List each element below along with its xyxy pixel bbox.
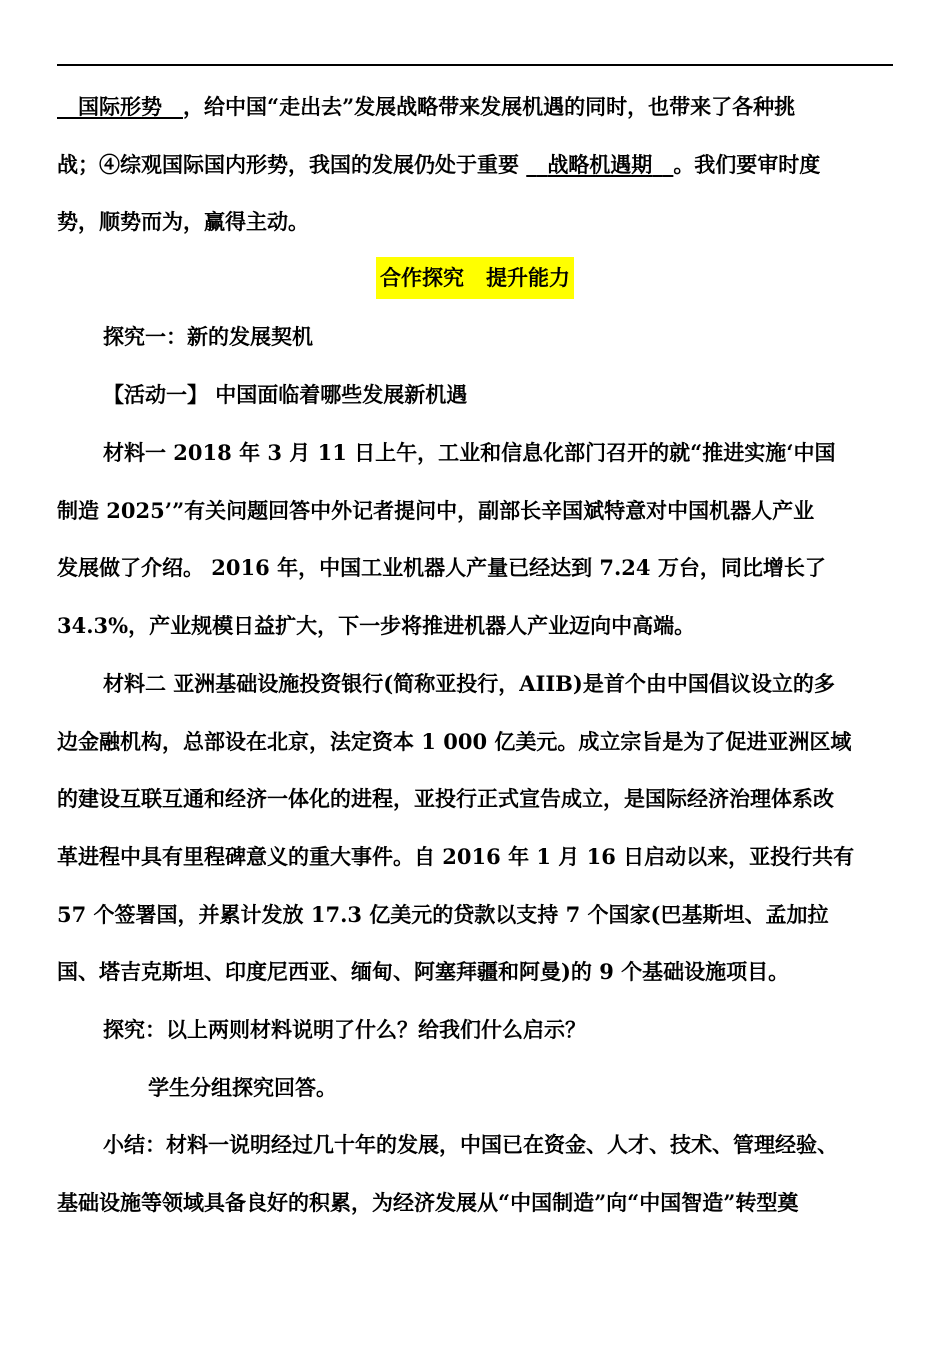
summary-line: 小结：材料一说明经过几十年的发展，中国已在资金、人才、技术、管理经验、 <box>103 1132 838 1157</box>
group-answer-note: 学生分组探究回答。 <box>148 1075 337 1100</box>
material2-line: 57 个签署国，并累计发放 17.3 亿美元的贷款以支持 7 个国家(巴基斯坦、孟加拉 <box>57 902 829 927</box>
section-heading-wrap <box>0 257 950 299</box>
material2-line: 国、塔吉克斯坦、印度尼西亚、缅甸、阿塞拜疆和阿曼)的 9 个基础设施项目。 <box>57 959 790 984</box>
material2-line: 材料二 亚洲基础设施投资银行(简称亚投行，AIIB)是首个由中国倡议设立的多 <box>103 671 835 696</box>
fill-in-line-1 <box>57 87 897 127</box>
answer-strategic-opportunity: 战略机遇期 <box>547 152 653 177</box>
section-heading: 合作探究 提升能力 <box>376 257 574 299</box>
answer-international-situation: 国际形势 <box>78 94 162 119</box>
line-prefix: 战；④综观国际国内形势，我国的发展仍处于重要 __ <box>57 152 548 177</box>
material2-line: 革进程中具有里程碑意义的重大事件。自 2016 年 1 月 16 日启动以来，亚投行共有 <box>57 844 855 869</box>
line-suffix: __。我们要审时度 <box>652 152 821 177</box>
line-text: ，给中国“走出去”发展战略带来发展机遇的同时，也带来了各种挑 <box>183 94 796 119</box>
material1-line: 发展做了介绍。 2016 年，中国工业机器人产量已经达到 7.24 万台，同比增长了 <box>57 555 826 580</box>
blank-left: __ <box>57 94 78 119</box>
fill-in-line-2 <box>57 145 897 185</box>
activity-title: 【活动一】 中国面临着哪些发展新机遇 <box>103 382 468 407</box>
material2-line: 的建设互联互通和经济一体化的进程，亚投行正式宣告成立，是国际经济治理体系改 <box>57 786 834 811</box>
header-rule <box>57 64 893 66</box>
material1-line: 制造 2025’”有关问题回答中外记者提问中，副部长辛国斌特意对中国机器人产业 <box>57 498 815 523</box>
paragraph-line: 势，顺势而为，赢得主动。 <box>57 209 309 234</box>
summary-line: 基础设施等领域具备良好的积累，为经济发展从“中国制造”向“中国智造”转型奠 <box>57 1190 799 1215</box>
material2-line: 边金融机构，总部设在北京，法定资本 1 000 亿美元。成立宗旨是为了促进亚洲区域 <box>57 729 852 754</box>
blank-right: __ <box>162 94 183 119</box>
inquiry-title: 探究一：新的发展契机 <box>103 324 313 349</box>
inquiry-question: 探究：以上两则材料说明了什么？给我们什么启示？ <box>103 1017 586 1042</box>
material1-line: 34.3%，产业规模日益扩大，下一步将推进机器人产业迈向中高端。 <box>57 613 696 638</box>
material1-line: 材料一 2018 年 3 月 11 日上午，工业和信息化部门召开的就“推进实施‘中国 <box>103 440 836 465</box>
